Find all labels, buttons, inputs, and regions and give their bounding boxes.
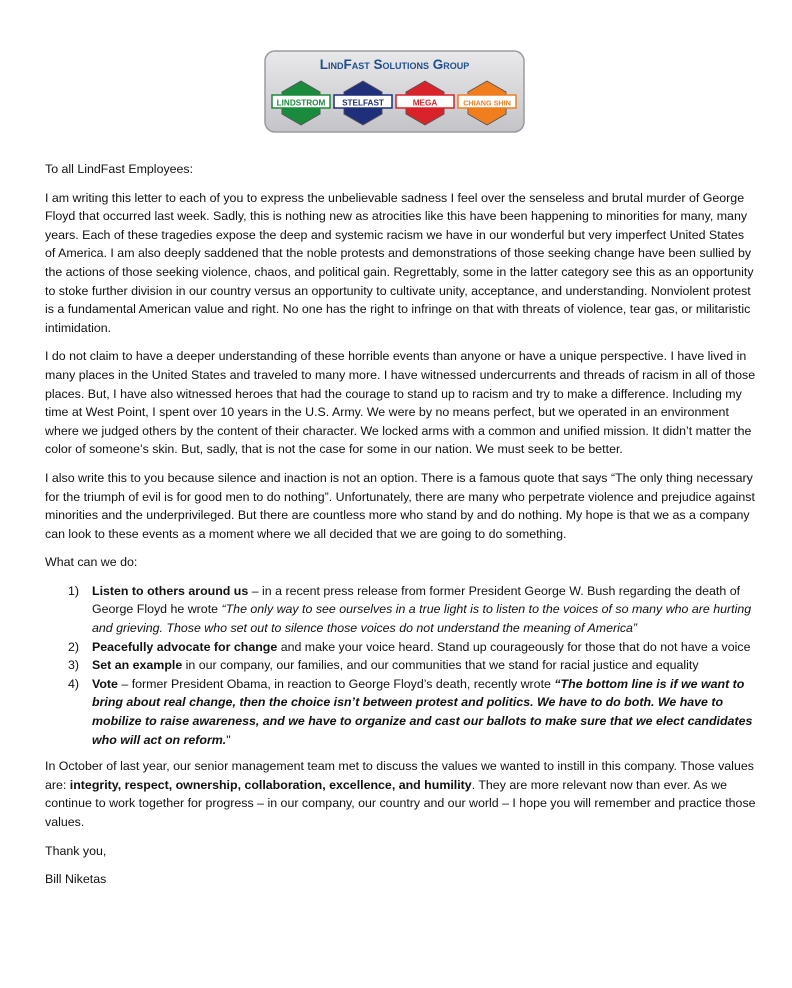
closing-paragraph: In October of last year, our senior management team met to discuss the values we wanted to instill in this company. Those values are: integrity, respect, ownership, collaboration, excellence, and humility. They are more relevant now than ever. As we continue to work together for progress – in our company, our country and our world – I hope you will remember and practice those values. [45, 759, 756, 829]
paragraph-3: I also write this to you because silence and inaction is not an option. There is a famous quote that says “The only thing necessary for the triumph of evil is for good men to do nothing”. Unfortunately, there are many who perpetrate violence and prejudice against minorities and the underprivileged. But there are countless more who stand by and do nothing. My hope is that we as a company can look to these events as a moment where we all decided that we are going to do something. [45, 470, 755, 541]
signoff: Thank you, [45, 843, 107, 858]
action-item-listen: 1) Listen to others around us – in a recent press release from former President George W. Bush regarding the death of George Floyd he wrote “The only way to see ourselves in a true light is to listen to the voices of so many who are hurting and grieving. Those who set out to silence those voices do not understand the meaning of America” [68, 583, 752, 636]
action-item-advocate: 2) Peacefully advocate for change and make your voice heard. Stand up courageously for those that do not have a voice [68, 639, 751, 654]
brand-name: CHIANG SHIN [463, 98, 511, 108]
list-intro: What can we do: [45, 555, 138, 570]
paragraph-1: I am writing this letter to each of you to express the unbelievable sadness I feel over the senseless and brutal murder of George Floyd that occurred last week. Sadly, this is nothing new as atrocities like this have been happening to minorities for many, many years. Each of these tragedies expose the deep and systemic racism we have in our wonderful but very imperfect United States of America. I am also deeply saddened that the noble protests and demonstrations of those seeking change have been sullied by the actions of those seeking violence, chaos, and political gain. Regrettably, some in the latter category see this as an opportunity to stoke further division in our country versus an opportunity to cultivate unity, acceptance, and understanding. Nonviolent protest is a fundamental American value and right. No one has the right to infringe on that with threats of violence, tear gas, or militaristic intimidation. [45, 190, 754, 335]
quote: “The bottom line is if we want to bring about real change, then the choice isn’t between protest and politics. We have to do both. We have to mobilize to raise awareness, and we have to organize and cast our ballots to make sure that we elect candidates who will act on reform. [92, 676, 753, 747]
brand-name: STELFAST [342, 98, 384, 108]
action-title: Set an example [92, 658, 183, 673]
action-title: Listen to others around us [92, 583, 249, 598]
action-title: Peacefully advocate for change [92, 639, 278, 654]
logo-graphic [263, 49, 526, 134]
brand-name: LINDSTROM [276, 98, 326, 108]
letter-body [45, 160, 757, 899]
paragraph-2: I do not claim to have a deeper understanding of these horrible events than anyone or have a unique perspective. I have lived in many places in the United States and traveled to many more. I have witnessed undercurrents and threads of racism in all of those places. But, I have also witnessed heroes that had the courage to stand up to racism and try to make a difference. Including my time at West Point, I spent over 10 years in the U.S. Army. We were by no means perfect, but we operated in an environment where we judged others by the content of their character. We locked arms with a common and unified mission. It didn’t matter the color of someone’s skin. But, sadly, that is not the case for some in our nation. We must seek to be better. [45, 349, 756, 457]
logo-title: LindFast Solutions Group [319, 57, 470, 72]
signature: Bill Niketas [45, 872, 107, 887]
company-values: integrity, respect, ownership, collaboration, excellence, and humility [69, 777, 472, 792]
action-item-example: 3) Set an example in our company, our families, and our communities that we stand for racial justice and equality [68, 658, 699, 673]
brand-name: MEGA [412, 98, 438, 108]
action-list [45, 582, 757, 749]
quote: “The only way to see ourselves in a true light is to listen to the voices of so many who are hurting and grieving. Those who set out to silence those voices do not understand the meaning of America” [92, 602, 752, 636]
action-title: Vote [92, 676, 118, 691]
salutation: To all LindFast Employees: [45, 162, 194, 176]
action-item-vote: 4) Vote – former President Obama, in reaction to George Floyd’s death, recently wrote “The bottom line is if we want to bring about real change, then the choice isn’t between protest and politics. We have to do both. We have to mobilize to raise awareness, and we have to organize and cast our ballots to make sure that we elect candidates who will act on reform." [68, 676, 753, 747]
company-logo [263, 49, 526, 134]
